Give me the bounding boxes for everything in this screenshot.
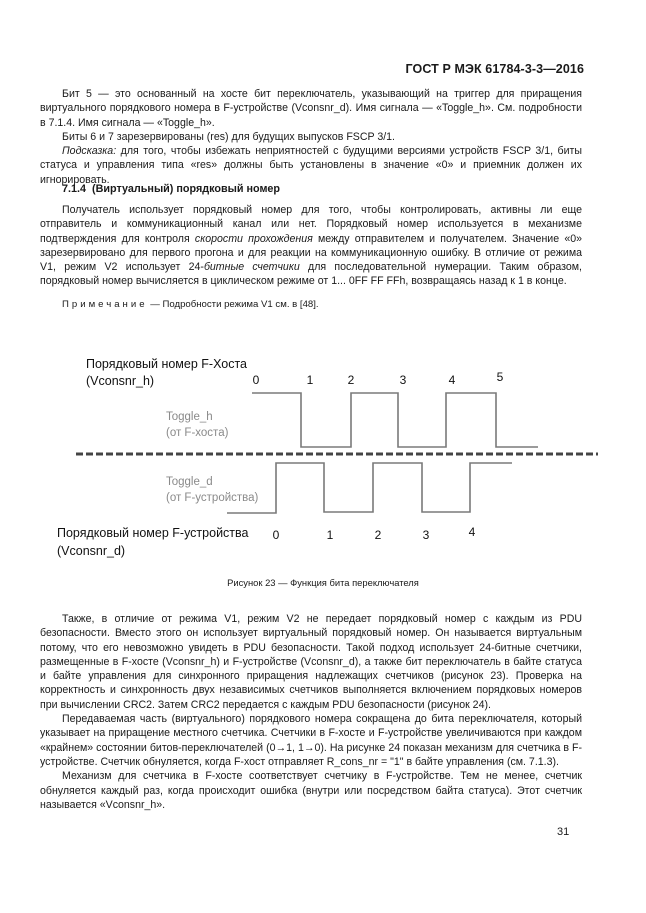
- host-number: 4: [448, 373, 456, 387]
- text-run: Получатель использует порядковый номер для того, чтобы контролировать, активны ли еще отправитель и коммуникационный канал или нет. Порядковый номер используется в механизме подтверждения для контроля: [40, 204, 582, 245]
- device-number: 4: [468, 525, 476, 539]
- text-run: для последовательной нумерации. Таким образом, порядковый номер вычисляется в циклическом режиме от 1... 0FF FF FFh, возвращаясь назад к 1 в конце.: [40, 261, 582, 288]
- toggle-bit-timing-diagram: [0, 340, 646, 570]
- paragraph-bits67: Биты 6 и 7 зарезервированы (res) для будущих выпусков FSCP 3/1.: [62, 130, 396, 143]
- toggle-d-line2: (от F-устройства): [166, 492, 259, 504]
- device-number: 3: [422, 528, 430, 542]
- page-number: 31: [557, 826, 570, 838]
- device-number: 1: [326, 528, 334, 542]
- section-number: 7.1.4: [62, 183, 87, 195]
- host-number: 2: [347, 373, 355, 387]
- toggle-h-waveform: [252, 393, 538, 447]
- host-label-line1: Порядковый номер F-Хоста: [86, 357, 248, 371]
- paragraph-host-counter: Механизм для счетчика в F-хосте соответствует счетчику в F-устройстве. Тем не менее, счетчик обнуляется каждый раз, когда происходит ошибка (внутри или посредством байта статуса). Этот счетчик называется «Vconsnr_h».: [40, 770, 582, 811]
- toggle-h-line1: Toggle_h: [166, 411, 213, 423]
- paragraph-hint: [40, 144, 582, 187]
- paragraph-bit5: Бит 5 — это основанный на хосте бит переключатель, указывающий на триггер для приращения виртуального порядкового номера в F-устройстве (Vconsnr_d). Имя сигнала — «Toggle_h». См. подробности в 7.1.4. Имя сигнала — «Toggle_h».: [40, 88, 582, 129]
- section-title: (Виртуальный) порядковый номер: [92, 183, 281, 195]
- hint-label: Подсказка:: [62, 145, 117, 158]
- paragraph-toggle-part: Передаваемая часть (виртуального) порядкового номера сокращена до бита переключателя, который указывает на приращение местного счетчика. Счетчики в F-хосте и F-устройстве увеличиваются при каждом «крайнем» состоянии битов-переключателей (0→1, 1→0). На рисунке 24 показан механизм для счетчика в F-устройстве. Счетчик обнуляется, когда F-хост отправляет R_cons_nr = "1" в байте управления (см. 7.1.3).: [40, 713, 582, 768]
- toggle-d-waveform: [227, 463, 512, 513]
- italic-run: битные счетчики: [203, 261, 300, 274]
- hint-text: для того, чтобы избежать неприятностей с будущими версиями устройств FSCP 3/1, биты статуса и управления типа «res» должны быть установлены в значение «0» и приемник должен их игнорировать.: [40, 145, 582, 186]
- device-number: 0: [272, 528, 280, 542]
- toggle-d-label: [166, 476, 259, 504]
- host-numbers: [253, 370, 504, 387]
- toggle-d-line1: Toggle_d: [166, 476, 213, 488]
- paragraph-v2-virtual: Также, в отличие от режима V1, режим V2 не передает порядковый номер с каждым из PDU безопасности. Вместо этого он использует виртуальный порядковый номер. Он называется виртуальным потому, что его невозможно увидеть в PDU безопасности. Такой подход использует 24-битные счетчики, размещенные в F-хосте (Vconsnr_h) и F-устройстве (Vconsnr_d), а также бит переключатель в байте статуса и байте управления для синхронного приращения надлежащих счетчиков (рисунок 23). Проверка на корректность и синхронность двух независимых счетчиков выполняется включением порядковых номеров при вычислении CRC2. Затем CRC2 передается с каждым PDU безопасности (рисунок 24).: [40, 613, 582, 711]
- host-number: 0: [252, 373, 260, 387]
- device-label-line2: (Vconsnr_d): [57, 544, 126, 558]
- text-run: между отправителем и получателем. Значение «0» зарезервировано для первого прогона и для реакции на коммуникационную ошибку. В отличие от режима V1, режим V2 использует 24-: [40, 232, 582, 274]
- closing-text: [40, 612, 582, 812]
- device-label-line1: Порядковый номер F-устройства: [57, 526, 249, 540]
- italic-run: скорости прохождения: [194, 232, 313, 245]
- host-label: [86, 357, 247, 388]
- note-label: Примечание: [62, 299, 148, 310]
- note-text: — Подробности режима V1 см. в [48].: [147, 299, 319, 310]
- host-label-line2: (Vconsnr_h): [86, 374, 155, 388]
- device-number: 2: [374, 528, 382, 542]
- figure-caption: Рисунок 23 — Функция бита переключателя: [227, 577, 419, 588]
- section-body: [40, 203, 582, 289]
- paragraph-sequence-number: [40, 203, 582, 289]
- device-numbers: [273, 525, 476, 542]
- toggle-h-line2: (от F-хоста): [166, 427, 229, 439]
- toggle-h-label: [166, 411, 229, 439]
- section-heading: [62, 183, 280, 195]
- host-number: 1: [306, 373, 314, 387]
- note: [62, 299, 319, 310]
- document-header: ГОСТ Р МЭК 61784-3-3—2016: [405, 62, 584, 76]
- device-label: [57, 526, 249, 558]
- host-number: 3: [399, 373, 407, 387]
- intro-text: [40, 87, 582, 187]
- host-number: 5: [496, 370, 504, 384]
